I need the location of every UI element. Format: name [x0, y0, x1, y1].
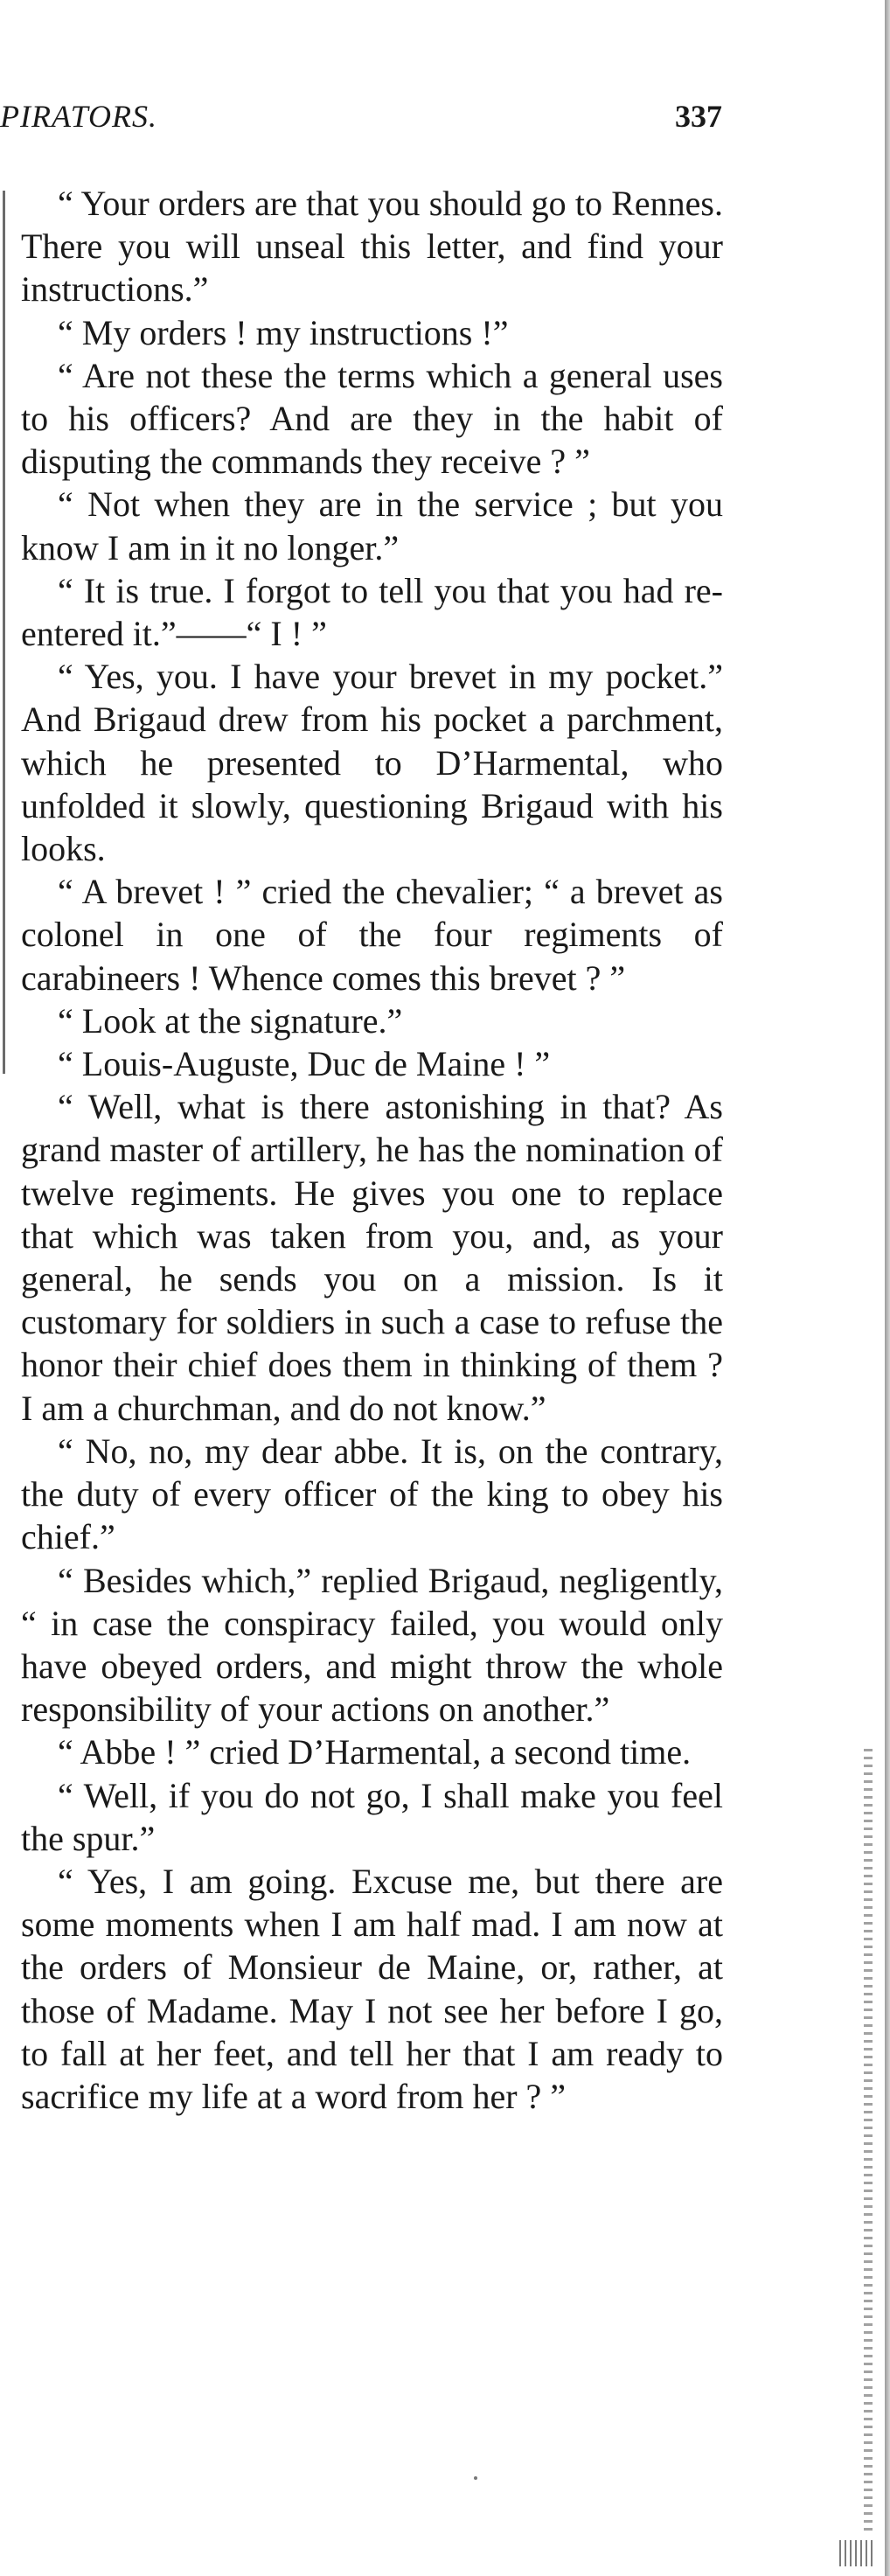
- scan-corner-artifact: [839, 2540, 874, 2566]
- paragraph: “ Yes, you. I have your brevet in my pocket.” And Brigaud drew from his pocket a parchment, which he presented to D’Harmental, who unfolded it slowly, questioning Brigaud with his looks.: [21, 657, 723, 869]
- paragraph: “ Your orders are that you should go to Rennes. There you will unseal this letter, and find your instructions.”: [21, 184, 723, 310]
- paragraph: “ Yes, I am going. Excuse me, but there are some moments when I am half mad. I am now at the orders of Monsieur de Maine, or, rather, at those of Madame. May I not see her before I go, to fall at her feet, and tell her that I am ready to sacrifice my life at a word from her ? ”: [21, 1861, 723, 2116]
- body-text: [21, 182, 723, 2118]
- paragraph: “ Louis-Auguste, Duc de Maine ! ”: [58, 1044, 551, 1084]
- paragraph: “ Besides which,” replied Brigaud, negligently, “ in case the conspiracy failed, you would only have obeyed orders, and might throw the whole responsibility of your actions on another.”: [21, 1560, 723, 1730]
- paragraph: “ Not when they are in the service ; but you know I am in it no longer.”: [21, 484, 723, 567]
- margin-rule: [3, 191, 5, 1074]
- paragraph: “ Look at the signature.”: [58, 1000, 403, 1041]
- paragraph: “ My orders ! my instructions !”: [58, 312, 509, 352]
- scan-speck: [474, 2476, 477, 2480]
- paragraph: “ No, no, my dear abbe. It is, on the contrary, the duty of every officer of the king to obey his chief.”: [21, 1431, 723, 1557]
- paragraph: “ It is true. I forgot to tell you that you had re-entered it.”——“ I ! ”: [21, 570, 723, 654]
- running-head: PIRATORS.: [0, 99, 157, 134]
- paragraph: “ Abbe ! ” cried D’Harmental, a second time.: [58, 1732, 692, 1772]
- page-number: 337: [675, 99, 722, 134]
- paragraph: “ Are not these the terms which a general uses to his officers? And are they in the habit of disputing the commands they receive ? ”: [21, 355, 723, 482]
- paragraph: “ Well, what is there astonishing in that? As grand master of artillery, he has the nomination of twelve regiments. He gives you one to replace that which was taken from you, and, as your general, he sends you on a mission. Is it customary for soldiers in such a case to refuse the honor their chief does them in thinking of them ? I am a churchman, and do not know.”: [21, 1087, 723, 1428]
- paragraph: “ A brevet ! ” cried the chevalier; “ a brevet as colonel in one of the four regiments of carabineers ! Whence comes this brevet ? ”: [21, 872, 723, 998]
- scan-edge-artifact: [864, 1749, 873, 2536]
- paragraph: “ Well, if you do not go, I shall make you feel the spur.”: [21, 1775, 723, 1858]
- page-edge-shadow: [885, 0, 890, 2576]
